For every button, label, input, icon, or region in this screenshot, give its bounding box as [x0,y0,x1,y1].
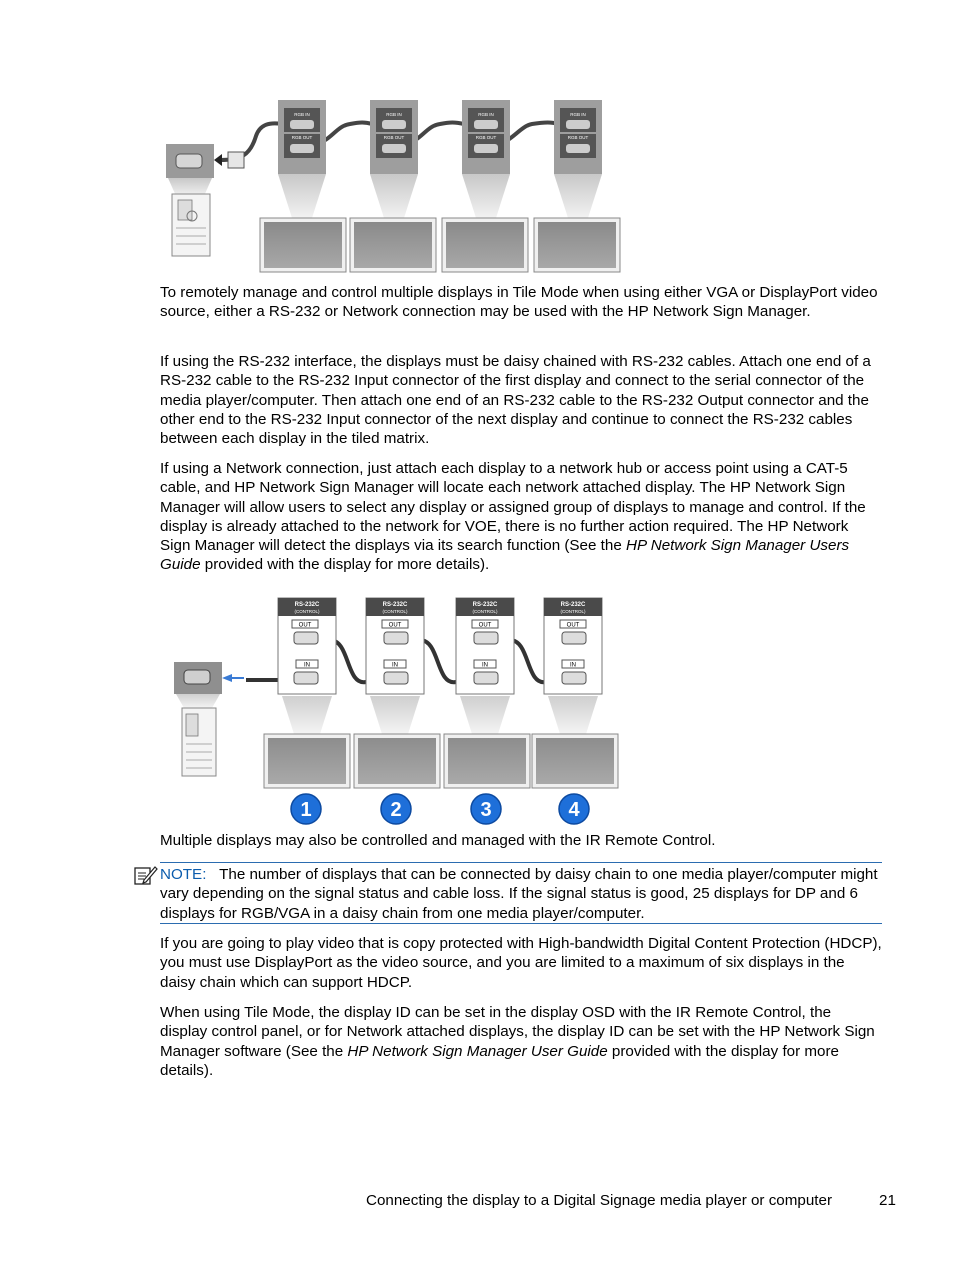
note-pencil-icon [134,864,158,886]
panel-title: RS-232C [294,602,320,608]
computer-tower-icon [182,708,216,776]
paragraph-display-id [160,1003,882,1080]
arrow-left-icon [222,674,232,682]
display-port-panel [462,100,510,174]
display-port-panel [554,100,602,174]
projection-beam [282,696,598,734]
note-top-rule [160,862,882,863]
panel-title: RS-232C [560,602,586,608]
computer-tower-icon [172,194,210,256]
monitor-screen [264,734,618,788]
port-label-in: IN [392,662,398,669]
footer-section-title: Connecting the display to a Digital Signage media player or computer [366,1192,833,1209]
badge-number: 1 [300,799,312,821]
port-label-rgb-in: RGB IN [294,112,310,117]
port-label-rgb-in: RGB IN [478,112,494,117]
note-text: The number of displays that can be connected by daisy chain to one media player/computer might vary depending on the signal status and cable loss. If the signal status is good, 25 displays for DP and 6 displays for RGB/VGA in a daisy chain from one media player/computer. [160,866,878,922]
rs232-daisy-chain-figure [170,596,622,828]
port-label-out: OUT [478,622,492,629]
port-label-in: IN [482,662,488,669]
paragraph-tile-mode-intro: To remotely manage and control multiple displays in Tile Mode when using either VGA or DisplayPort video source, either a RS-232 or Network connection may be used with the HP Network Sign Manager. [160,284,878,321]
guide-title: HP Network Sign Manager Users Guide [160,537,850,574]
rs232c-control-panel [278,598,336,694]
text-run: provided with the display for more details). [200,556,490,574]
note-label: NOTE: [160,866,207,883]
vga-daisy-chain-figure [160,96,624,276]
projection-beam [278,174,602,218]
display-port-panel [370,100,418,174]
source-port-box [174,662,222,708]
arrow-left-icon [214,154,222,166]
monitor-screen [260,218,620,272]
number-badge [471,794,501,824]
panel-title: RS-232C [472,602,498,608]
text-run: If using a Network connection, just attach each display to a network hub or access point using a CAT-5 cable, and HP Network Sign Manager will locate each network attached display. The HP Network Sign Manager will allow users to select any display or assigned group of displays to manage and control. If the display is already attached to the network for VOE, there is no further action required. The HP Network Sign Manager will detect the displays via its search function (See the [160,460,866,555]
port-label-rgb-out: RGB OUT [291,135,313,140]
number-badge [291,794,321,824]
port-label-in: IN [570,662,576,669]
note-bottom-rule [160,923,882,924]
port-label-out: OUT [566,622,580,629]
rs232c-control-panel [456,598,514,694]
display-port-panel [278,100,326,174]
port-label-out: OUT [388,622,402,629]
text-run: When using Tile Mode, the display ID can be set in the display OSD with the IR Remote Control, the display control panel, or for Network attached displays, the display ID can be set with the HP Network Sign Manager software (See the [160,1004,875,1060]
port-label-rgb-out: RGB OUT [475,135,497,140]
paragraph-rs232-interface: If using the RS-232 interface, the displays must be daisy chained with RS-232 cables. Attach one end of a RS-232 cable to the RS-232 Input connector of the first display and connect to the serial connector of the media player/computer. Then attach one end of an RS-232 cable to the RS-232 Output connector and the other end to the RS-232 Input connector of the next display and continue to connect the RS-232 cables between each display in the tiled matrix. [160,353,871,448]
port-label-out: OUT [298,622,312,629]
page-number: 21 [879,1192,896,1209]
port-label-rgb-out: RGB OUT [567,135,589,140]
text-run: provided with the display for more details). [160,1042,839,1079]
panel-title: RS-232C [382,602,408,608]
panel-subtitle: (CONTROL) [472,609,498,614]
paragraph-network-connection [160,459,882,575]
badge-number: 3 [480,799,492,821]
paragraph-hdcp: If you are going to play video that is copy protected with High-bandwidth Digital Content Protection (HDCP), you must use DisplayPort as the video source, and you are limited to a maximum of six displays in the daisy chain which can support HDCP. [160,935,882,991]
source-port-box [166,144,214,196]
panel-subtitle: (CONTROL) [294,609,320,614]
number-badge [559,794,589,824]
port-label-rgb-out: RGB OUT [383,135,405,140]
port-label-rgb-in: RGB IN [386,112,402,117]
badge-number: 2 [390,799,402,821]
panel-subtitle: (CONTROL) [382,609,408,614]
rs232c-control-panel [366,598,424,694]
badge-number: 4 [568,799,580,821]
port-label-in: IN [304,662,310,669]
number-badge [381,794,411,824]
rs232c-control-panel [544,598,602,694]
port-label-rgb-in: RGB IN [570,112,586,117]
panel-subtitle: (CONTROL) [560,609,586,614]
guide-title: HP Network Sign Manager User Guide [347,1042,608,1060]
paragraph-ir-remote: Multiple displays may also be controlled and managed with the IR Remote Control. [160,832,716,849]
note-paragraph [160,865,882,923]
